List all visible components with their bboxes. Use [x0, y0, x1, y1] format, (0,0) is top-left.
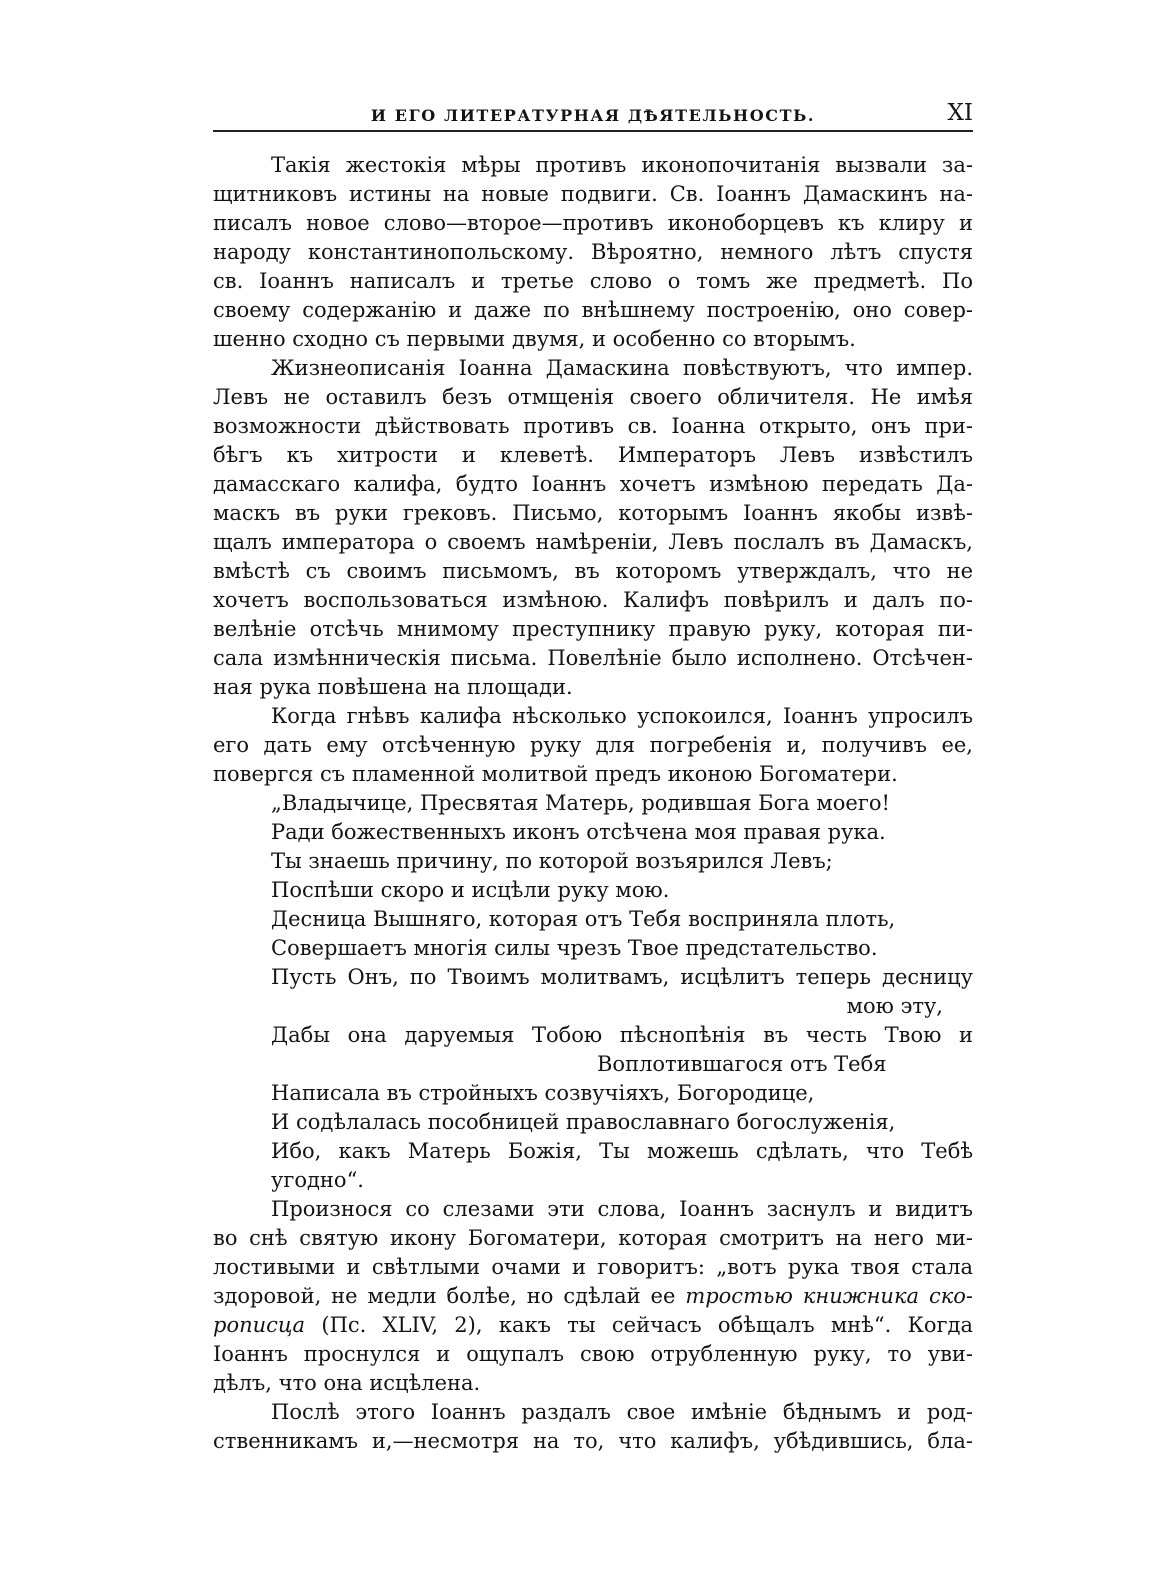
verse-line: „Владычице, Пресвятая Матерь, родившая Бога моего!: [271, 791, 890, 815]
page-body: [213, 151, 973, 1456]
verse-continuation: Воплотившагося отъ Тебя: [597, 1052, 887, 1076]
text-line: Послѣ этого Іоаннъ раздалъ свое имѣніе бѣднымъ и род-: [271, 1400, 973, 1424]
text-line: бѣгъ къ хитрости и клеветѣ. Императоръ Левъ извѣстилъ: [213, 443, 973, 467]
verse-line: Поспѣши скоро и исцѣли руку мою.: [271, 878, 670, 902]
text-line: Такія жестокія мѣры противъ иконопочитанія вызвали за-: [271, 153, 973, 177]
text-line: маскъ въ руки грековъ. Письмо, которымъ Іоаннъ якобы извѣ-: [213, 501, 973, 525]
text-span: здоровой, не медли болѣе, но сдѣлай ее: [213, 1284, 686, 1308]
text-line: дамасскаго калифа, будто Іоаннъ хочетъ измѣною передать Да-: [213, 472, 973, 496]
text-line: его дать ему отсѣченную руку для погребенія и, получивъ ее,: [213, 733, 973, 757]
text-line: велѣніе отсѣчь мнимому преступнику правую руку, которая пи-: [213, 617, 973, 641]
text-line: шенно сходно съ первыми двумя, и особенно со вторымъ.: [213, 327, 856, 351]
verse-continuation: мою эту,: [846, 994, 943, 1018]
verse-line: Десница Вышняго, которая отъ Тебя восприняла плоть,: [271, 907, 896, 931]
text-line: народу константинопольскому. Вѣроятно, немного лѣтъ спустя: [213, 240, 973, 264]
prayer-verse: [213, 789, 973, 1195]
verse-line: И содѣлалась пособницей православнаго богослуженія,: [271, 1110, 896, 1134]
text-line: Когда гнѣвъ калифа нѣсколько успокоился, Іоаннъ упросилъ: [271, 704, 973, 728]
text-line: ная рука повѣшена на площади.: [213, 675, 573, 699]
verse-line: Совершаетъ многія силы чрезъ Твое предстательство.: [271, 936, 878, 960]
text-span: (Пс. XLIV, 2), какъ ты сейчасъ обѣщалъ мнѣ“. Когда: [305, 1313, 973, 1337]
text-line: писалъ новое слово—второе—противъ иконоборцевъ къ клиру и: [213, 211, 973, 235]
text-line: вмѣстѣ съ своимъ письмомъ, въ которомъ утверждалъ, что не: [213, 559, 973, 583]
paragraph-1: [213, 151, 973, 354]
text-line: лостивыми и свѣтлыми очами и говоритъ: „вотъ рука твоя стала: [213, 1255, 973, 1279]
italic-quote: рописца: [213, 1313, 306, 1337]
text-line: повергся съ пламенной молитвой предъ иконою Богоматери.: [213, 762, 898, 786]
verse-line: Ты знаешь причину, по которой возъярился Левъ;: [271, 849, 833, 873]
paragraph-3: [213, 702, 973, 789]
text-line: [213, 1282, 973, 1311]
text-line: ственникамъ и,—несмотря на то, что калифъ, убѣдившись, бла-: [213, 1429, 973, 1453]
header-title: И ЕГО ЛИТЕРАТУРНАЯ ДѢЯТЕЛЬНОСТЬ.: [370, 106, 816, 125]
text-line: щитниковъ истины на новые подвиги. Св. Іоаннъ Дамаскинъ на-: [213, 182, 973, 206]
paragraph-4: [213, 1195, 973, 1398]
text-line: дѣлъ, что она исцѣлена.: [213, 1371, 481, 1395]
text-line: во снѣ святую икону Богоматери, которая смотритъ на него ми-: [213, 1226, 973, 1250]
verse-line: Ради божественныхъ иконъ отсѣчена моя правая рука.: [271, 820, 886, 844]
verse-line: Ибо, какъ Матерь Божія, Ты можешь сдѣлать, что Тебѣ угодно“.: [271, 1139, 973, 1192]
text-line: Произнося со слезами эти слова, Іоаннъ заснулъ и видитъ: [271, 1197, 973, 1221]
text-line: Жизнеописанія Іоанна Дамаскина повѣствуютъ, что импер.: [271, 356, 973, 380]
text-line: щалъ императора о своемъ намѣреніи, Левъ послалъ въ Дамаскъ,: [213, 530, 973, 554]
text-line: [213, 1311, 973, 1340]
paragraph-2: [213, 354, 973, 702]
italic-quote: тростью книжника ско-: [685, 1284, 973, 1308]
verse-line: Написала въ стройныхъ созвучіяхъ, Богородице,: [271, 1081, 815, 1105]
running-header: [213, 102, 973, 132]
page-number: XI: [947, 100, 973, 126]
text-line: возможности дѣйствовать противъ св. Іоанна открыто, онъ при-: [213, 414, 973, 438]
paragraph-5: [213, 1398, 973, 1456]
verse-line: Дабы она даруемыя Тобою пѣснопѣнія въ честь Твою и: [271, 1023, 973, 1047]
text-line: своему содержанію и даже по внѣшнему построенію, оно совер-: [213, 298, 973, 322]
text-line: хочетъ воспользоваться измѣною. Калифъ повѣрилъ и далъ по-: [213, 588, 973, 612]
verse-line: Пусть Онъ, по Твоимъ молитвамъ, исцѣлитъ теперь десницу: [271, 965, 973, 989]
text-line: Іоаннъ проснулся и ощупалъ свою отрубленную руку, то уви-: [213, 1342, 973, 1366]
text-line: св. Іоаннъ написалъ и третье слово о томъ же предметѣ. По: [213, 269, 973, 293]
text-line: Левъ не оставилъ безъ отмщенія своего обличителя. Не имѣя: [213, 385, 973, 409]
text-line: сала измѣнническія письма. Повелѣніе было исполнено. Отсѣчен-: [213, 646, 973, 670]
